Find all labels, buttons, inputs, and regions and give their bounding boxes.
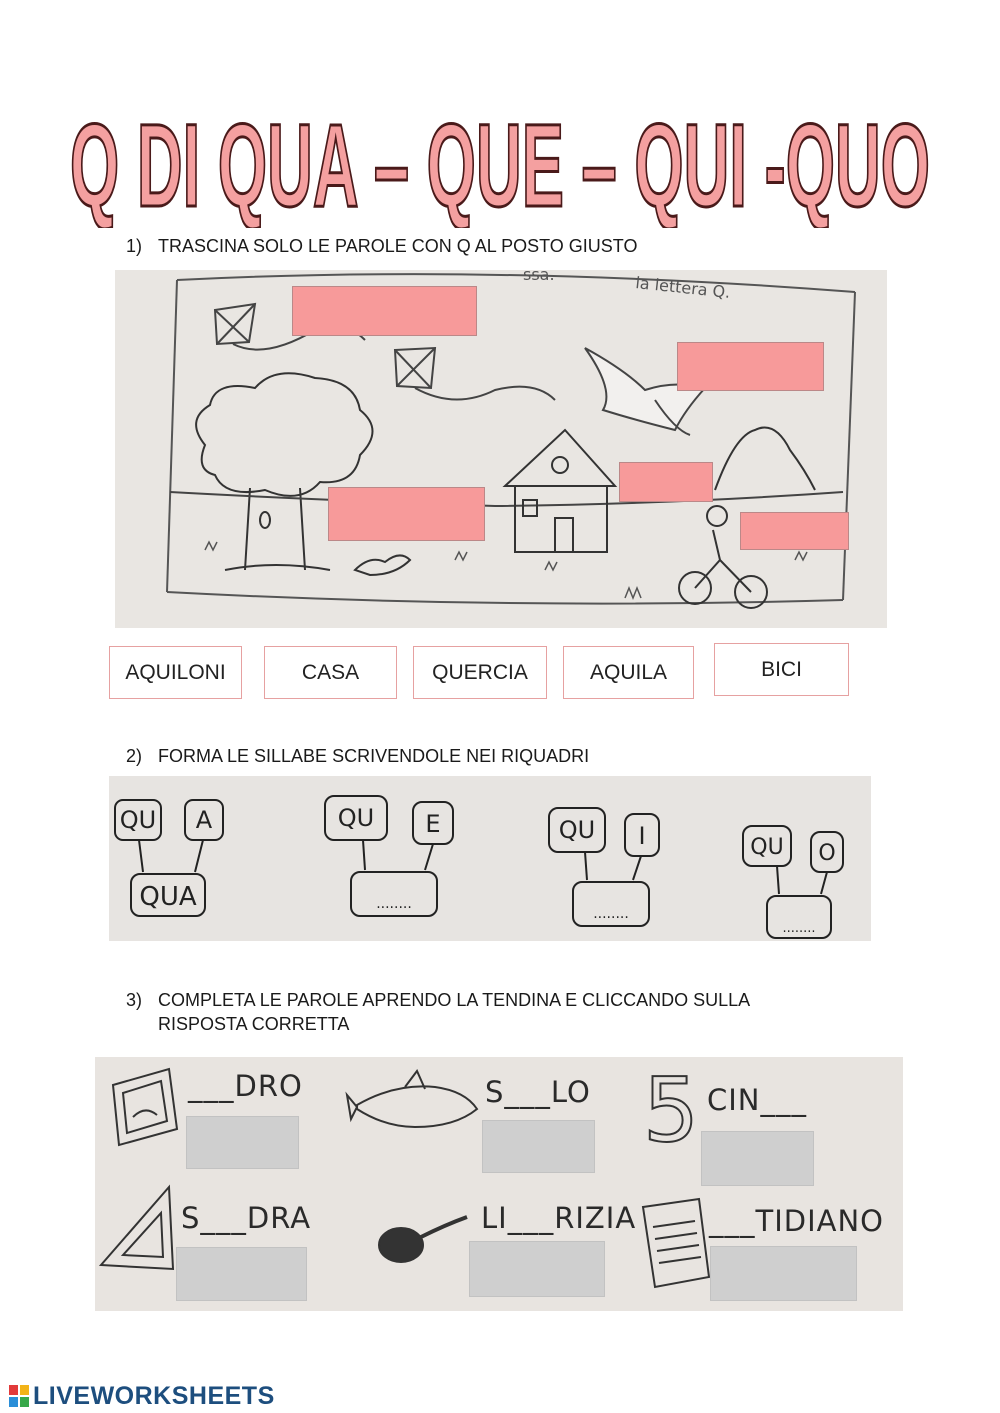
- tadpole-icon: [379, 1217, 467, 1262]
- kite-icon: [395, 348, 555, 400]
- mountains-icon: [715, 428, 815, 491]
- footer-brand[interactable]: [8, 1382, 275, 1410]
- word-chip-quercia[interactable]: QUERCIA: [413, 646, 547, 699]
- title-text: Q DI QUA – QUE – QUI -QUO: [70, 100, 930, 228]
- scene-caption-a: ssa.: [523, 270, 555, 284]
- shark-icon: [347, 1071, 477, 1127]
- drop-target-3[interactable]: [619, 462, 713, 502]
- instruction-3: [126, 988, 750, 1012]
- instruction-number: 3): [126, 990, 143, 1010]
- instruction-3-line2: [158, 1012, 349, 1036]
- liveworksheets-logo-icon: [8, 1384, 30, 1408]
- syllable-group-qui: [549, 808, 659, 926]
- dropdown-liquirizia[interactable]: [469, 1241, 605, 1297]
- words-image: [95, 1057, 903, 1311]
- drop-target-2[interactable]: [677, 342, 824, 391]
- word-quotidiano: ___TIDIANO: [709, 1204, 885, 1238]
- drop-target-5[interactable]: [740, 512, 849, 550]
- scene-drawing: [115, 270, 887, 628]
- instruction-text: RISPOSTA CORRETTA: [158, 1014, 350, 1034]
- instruction-text: COMPLETA LE PAROLE APRENDO LA TENDINA E CLICCANDO SULLA: [158, 990, 751, 1010]
- word-cinque: CIN___: [707, 1083, 807, 1117]
- grass-icon: [205, 542, 807, 598]
- instruction-number: 2): [126, 746, 143, 766]
- syllable-result: QUA: [139, 882, 197, 912]
- drop-target-1[interactable]: [292, 286, 477, 336]
- syllable-q: QU: [119, 806, 157, 834]
- instruction-2: [126, 744, 589, 768]
- newspaper-icon: [643, 1199, 709, 1287]
- house-icon: [505, 430, 615, 552]
- five-digit-icon: 5: [643, 1059, 699, 1162]
- word-chip-bici[interactable]: BICI: [714, 643, 849, 696]
- dropdown-quotidiano[interactable]: [710, 1246, 857, 1301]
- instruction-text: TRASCINA SOLO LE PAROLE CON Q AL POSTO GIUSTO: [158, 236, 638, 256]
- worksheet-title: [60, 78, 940, 228]
- syllable-group-qua: [115, 800, 223, 916]
- syllable-vowel: O: [818, 841, 836, 866]
- word-chip-aquiloni[interactable]: AQUILONI: [109, 646, 242, 699]
- word-quadro: ___DRO: [188, 1069, 303, 1103]
- instruction-1: [126, 234, 637, 258]
- syllable-q: QU: [337, 804, 375, 832]
- picture-frame-icon: [113, 1069, 177, 1145]
- word-squalo: S___LO: [485, 1075, 591, 1109]
- syllable-blank: ........: [376, 896, 412, 912]
- dog-icon: [355, 555, 410, 575]
- dropdown-squalo[interactable]: [482, 1120, 595, 1173]
- drop-target-4[interactable]: [328, 487, 485, 541]
- syllable-vowel: A: [195, 806, 213, 834]
- word-squadra: S___DRA: [181, 1201, 312, 1235]
- scene-caption-b: la lettera Q.: [634, 273, 732, 302]
- instruction-text: FORMA LE SILLABE SCRIVENDOLE NEI RIQUADRI: [158, 746, 590, 766]
- dropdown-quadro[interactable]: [186, 1116, 299, 1169]
- word-chip-aquila[interactable]: AQUILA: [563, 646, 694, 699]
- instruction-number: 1): [126, 236, 143, 256]
- syllable-blank: ........: [593, 906, 629, 922]
- syllable-vowel: I: [638, 822, 646, 850]
- syllable-q: QU: [558, 816, 596, 844]
- syllable-group-quo: [743, 826, 843, 938]
- word-chip-casa[interactable]: CASA: [264, 646, 397, 699]
- brand-name: LIVEWORKSHEETS: [33, 1381, 275, 1410]
- set-square-icon: [101, 1187, 173, 1269]
- dropdown-cinque[interactable]: [701, 1131, 814, 1186]
- syllable-q: QU: [750, 835, 784, 860]
- word-liquirizia: LI___RIZIA: [481, 1201, 637, 1235]
- dropdown-squadra[interactable]: [176, 1247, 307, 1301]
- syllable-vowel: E: [425, 810, 441, 838]
- syllables-image: [109, 776, 871, 941]
- syllable-group-que: [325, 796, 453, 916]
- syllable-blank: ........: [782, 921, 816, 936]
- scene-image: [115, 270, 887, 628]
